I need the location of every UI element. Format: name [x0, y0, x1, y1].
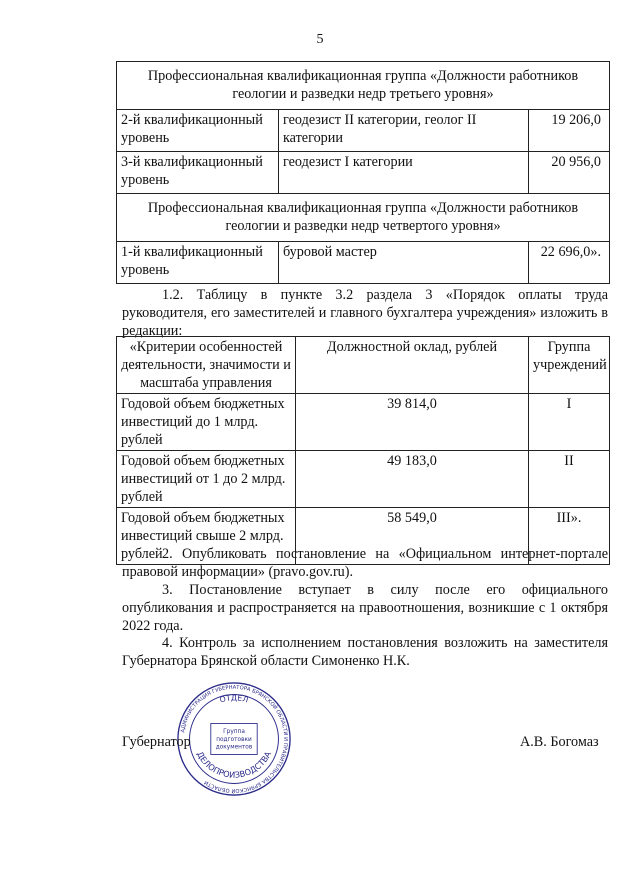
- paragraph-2: 2. Опубликовать постановление на «Официальном интернет-портале правовой информации» (pravo.gov.ru).: [122, 546, 608, 580]
- paragraph-4: 4. Контроль за исполнением постановления возложить на заместителя Губернатора Брянской области Симоненко Н.К.: [122, 635, 608, 669]
- positions-cell: геодезист II категории, геолог II категории: [279, 110, 529, 152]
- signatory-name: А.В. Богомаз: [520, 734, 599, 750]
- stamp-center-line: подготовки: [216, 736, 252, 743]
- level-cell: 3-й квалификационный уровень: [117, 152, 279, 194]
- level-cell: 1-й квалификационный уровень: [117, 242, 279, 284]
- criteria-cell: Годовой объем бюджетных инвестиций свыше 2 млрд. рублей: [117, 508, 296, 565]
- page-number: 5: [316, 32, 324, 47]
- paragraph-1-2: 1.2. Таблицу в пункте 3.2 раздела 3 «Порядок оплаты труда руководителя, его заместителей и главного бухгалтера учреждения» изложить в редакции:: [122, 287, 608, 339]
- stamp-center-line: документов: [215, 744, 253, 751]
- criteria-table: [116, 336, 610, 565]
- stamp-center-line: Группа: [223, 729, 245, 736]
- salary-cell: 19 206,0: [529, 110, 610, 152]
- table-row: [117, 152, 610, 194]
- qualification-table: [116, 61, 610, 284]
- group-title: Профессиональная квалификационная группа «Должности работников геологии и разведки недр третьего уровня»: [117, 62, 610, 110]
- level-cell: 2-й квалификационный уровень: [117, 110, 279, 152]
- salary-cell: 22 696,0».: [529, 242, 610, 284]
- table-row: [117, 194, 610, 242]
- positions-cell: геодезист I категории: [279, 152, 529, 194]
- table-row: [117, 62, 610, 110]
- column-header: Должностной оклад, рублей: [296, 337, 529, 394]
- official-stamp: [176, 681, 292, 797]
- table-header-row: [117, 337, 610, 394]
- column-header: Группа учреждений: [529, 337, 610, 394]
- salary-cell: 39 814,0: [296, 394, 529, 451]
- group-cell: III».: [529, 508, 610, 565]
- stamp-top-text: ОТДЕЛ: [218, 693, 250, 705]
- group-cell: I: [529, 394, 610, 451]
- stamp-bottom-text: ДЕЛОПРОИЗВОДСТВА: [194, 749, 274, 780]
- positions-cell: буровой мастер: [279, 242, 529, 284]
- paragraph-3: 3. Постановление вступает в силу после его официального опубликования и распространяется на правоотношения, возникшие с 1 октября 2022 года.: [122, 582, 608, 634]
- table-row: [117, 451, 610, 508]
- salary-cell: 49 183,0: [296, 451, 529, 508]
- salary-cell: 58 549,0: [296, 508, 529, 565]
- signatory-position: Губернатор: [122, 734, 191, 750]
- table-row: [117, 242, 610, 284]
- stamp-outer-text: АДМИНИСТРАЦИЯ ГУБЕРНАТОРА БРЯНСКОЙ ОБЛАСТИ И ПРАВИТЕЛЬСТВА БРЯНСКОЙ ОБЛАСТИ: [180, 684, 289, 794]
- group-title: Профессиональная квалификационная группа «Должности работников геологии и разведки недр четвертого уровня»: [117, 194, 610, 242]
- table-row: [117, 110, 610, 152]
- group-cell: II: [529, 451, 610, 508]
- criteria-cell: Годовой объем бюджетных инвестиций до 1 млрд. рублей: [117, 394, 296, 451]
- salary-cell: 20 956,0: [529, 152, 610, 194]
- column-header: «Критерии особенностей деятельности, значимости и масштаба управления: [117, 337, 296, 394]
- table-row: [117, 394, 610, 451]
- criteria-cell: Годовой объем бюджетных инвестиций от 1 до 2 млрд. рублей: [117, 451, 296, 508]
